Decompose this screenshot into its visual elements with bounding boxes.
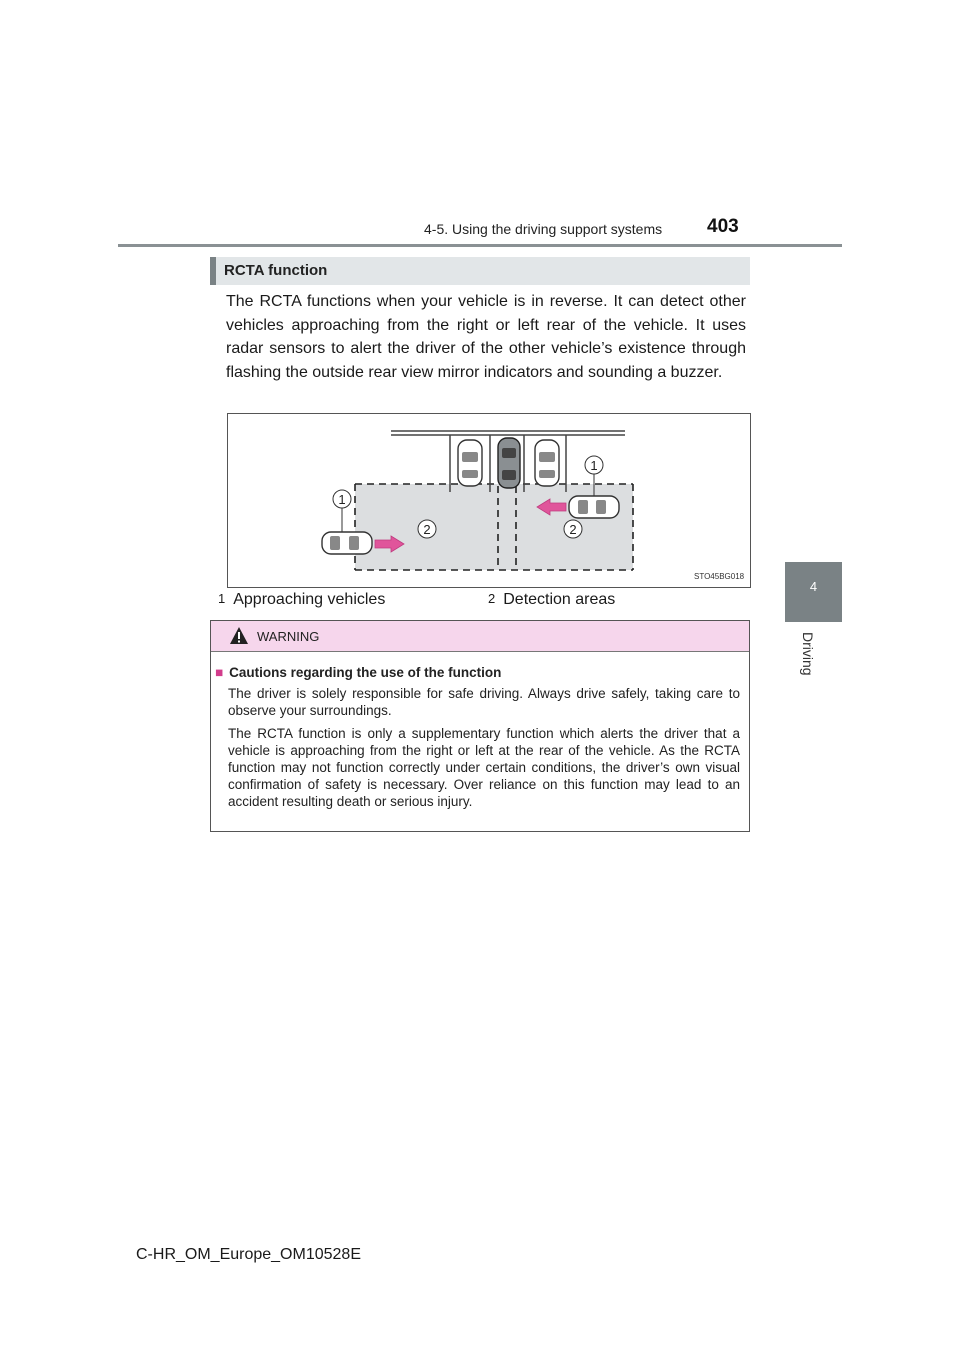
warning-heading [215, 665, 501, 680]
own-vehicle [498, 438, 520, 488]
rcta-section-title: RCTA function [224, 262, 328, 279]
rcta-description: The RCTA functions when your vehicle is in reverse. It can detect other vehicles approaching from the right or left rear of the vehicle. It uses radar sensors to alert the driver of the other vehicle’s existence through flashing the outside rear view mirror indicators and sounding a buzzer. [226, 293, 746, 381]
header-rule [118, 244, 842, 247]
warning-header [211, 621, 749, 652]
svg-text:2: 2 [423, 522, 431, 537]
legend-number: 1 [218, 591, 226, 606]
svg-text:1: 1 [590, 458, 598, 473]
warning-heading-marker: ■ [215, 665, 224, 680]
legend-item-detection [488, 591, 615, 609]
warning-triangle-icon [229, 626, 249, 645]
chapter-tab [785, 562, 842, 622]
page-number: 403 [707, 216, 739, 237]
document-id: C-HR_OM_Europe_OM10528E [136, 1246, 361, 1263]
callout-2-right [564, 520, 582, 538]
legend-label: Approaching vehicles [233, 591, 386, 608]
parked-car-left [458, 440, 482, 486]
chapter-label [800, 632, 820, 692]
warning-heading-text: Cautions regarding the use of the function [229, 665, 502, 680]
chapter-number: 4 [809, 579, 818, 594]
svg-text:1: 1 [338, 492, 346, 507]
legend-label: Detection areas [503, 591, 616, 608]
callout-2-left [418, 520, 436, 538]
warning-paragraph-2: The RCTA function is only a supplementary function which alerts the driver that a vehicle is approaching from the right or left at the rear of the vehicle. As the RCTA function may not function correctly under certain conditions, the driver’s own visual confirmation of safety is necessary. Over reliance on this function may lead to an accident resulting death or serious injury. [228, 726, 740, 809]
figure-code: STO45BG018 [694, 572, 745, 581]
parked-car-right [535, 440, 559, 486]
callout-1-right [585, 456, 603, 474]
chapter-label-text: Driving [800, 632, 816, 676]
rcta-diagram [227, 413, 751, 588]
section-title: 4-5. Using the driving support systems [424, 221, 663, 237]
svg-text:2: 2 [569, 522, 577, 537]
warning-title: WARNING [257, 629, 320, 644]
legend-item-approaching [218, 591, 385, 609]
section-bar-accent [210, 257, 216, 285]
warning-paragraph-1: The driver is solely responsible for safe driving. Always drive safely, taking care to observe your surroundings. [228, 686, 740, 718]
rcta-diagram-svg [228, 414, 750, 587]
rcta-section-bar [210, 257, 750, 285]
warning-box [210, 620, 750, 832]
callout-1-left [333, 490, 351, 508]
approaching-vehicle-right [569, 496, 619, 518]
approaching-vehicle-left [322, 532, 372, 554]
legend-number: 2 [488, 591, 496, 606]
